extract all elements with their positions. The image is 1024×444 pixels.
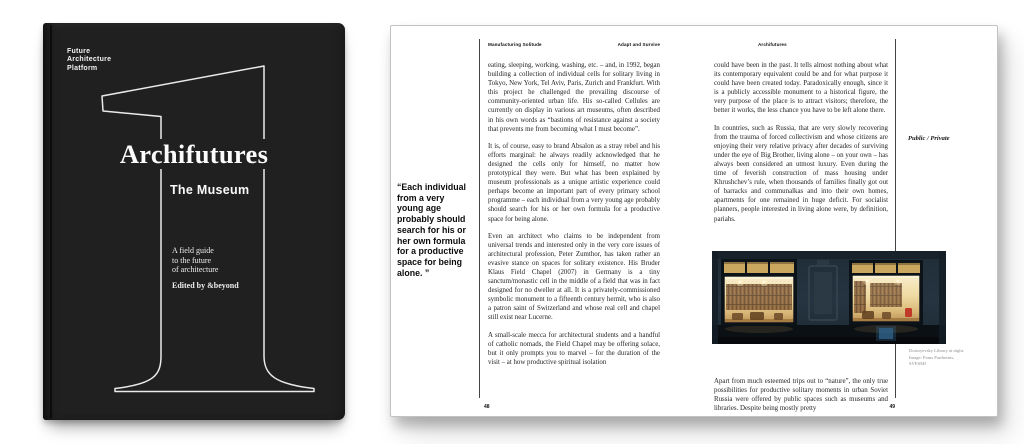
tagline-line: to the future xyxy=(172,255,212,265)
right-page-rule xyxy=(895,39,896,398)
publisher-line: Architecture xyxy=(67,56,112,64)
caption-line: Image: Frans Parthesius, xyxy=(909,354,955,360)
caption-line: Dostoyevsky Library at night. xyxy=(909,348,965,353)
book-editor-credit: Edited by &beyond xyxy=(172,281,239,290)
book-title: Archifutures xyxy=(115,139,273,169)
paragraph: could have been in the past. It tells almost nothing about what its contemporary equivalent could be and for what purpose it could have been created today. Paradoxically enough, since it is a publicly accessible monument to a historical figure, the very purpose of the place is to attract visitors; therefore, the better it works, the less chance you have to be left alone there. xyxy=(714,62,888,115)
running-head-article: Manufacturing Solitude xyxy=(488,42,542,47)
publisher-line: Platform xyxy=(67,64,98,72)
tagline-line: of architecture xyxy=(172,265,219,275)
paragraph: In countries, such as Russia, that are very slowly recovering from the trauma of forced collectivism and whose citizens are enjoying their very relative privacy after decades of surviving under the eye of Big Brother, living alone – on your own – has always been considered an utmost luxury. Even during the time of feverish construction of mass housing under Khrushchev’s rule, when thousands of families finally got out of barracks and communalkas and into their own homes, apartments for one remained in huge deficit. For socialist planners, people interested in living alone were, by definition, pariahs. xyxy=(714,124,888,223)
left-page-rule xyxy=(479,39,480,398)
paragraph: Apart from much esteemed trips out to “nature”, the only true possibilities for productive solitary moments in urban Soviet Russia were offered by public spaces such as museums and libraries. Despite being mostly pretty xyxy=(714,378,888,413)
running-head-section: Adapt and Survive xyxy=(617,42,660,47)
open-book-spread xyxy=(390,25,998,417)
left-running-heads xyxy=(488,42,660,47)
book-tagline xyxy=(172,246,218,275)
running-head-book-title: Archifutures xyxy=(758,42,787,47)
right-page-body-after-photo xyxy=(714,377,888,421)
left-page-body xyxy=(488,61,660,375)
book-cover xyxy=(43,23,345,420)
paragraph: eating, sleeping, working, washing, etc. – and, in 1992, began building a collection of individual cells for solitary living in Tokyo, New York, Tel Aviv, Paris, Zurich and Frankfurt. With this project he challenged the prevailing discourse of community-oriented urban life. His so-called Cellules are currently on display in various art museums, often described in his own words as “bastions of resistance against a society that prevents me from becoming what I must become”. xyxy=(488,62,660,133)
publisher-block xyxy=(67,48,111,73)
right-page-body xyxy=(714,61,888,232)
library-photo xyxy=(712,251,946,344)
right-page-number: 49 xyxy=(889,404,895,410)
pull-quote: “Each individual from a very young age probably should search for his or her own formula for a productive space for being alone. ” xyxy=(397,182,466,278)
tagline-line: A field guide xyxy=(172,246,214,255)
book-subtitle: The Museum xyxy=(170,183,250,197)
paragraph: A small-scale mecca for architectural students and a handful of catholic nomads, the Field Chapel may be offering solace, but it only prompts you to marvel – for the duration of the visit – at how productive spiritual isolation xyxy=(488,331,660,366)
paragraph: Even an architect who claims to be independent from universal trends and interested only in the very core issues of architectural profession, Peter Zumthor, has taken rather an evasive stance on spaces for solitary existence. His Bruder Klaus Field Chapel (2007) in Germany is a tiny sanctum/monastic cell in the middle of a field that was in fact designed for no dweller at all. It is a privately-commissioned symbolic monument to a fifteenth century hermit, who is also a patron saint of Switzerland and whose real cell and chapel still exist near Lucerne. xyxy=(488,232,660,322)
publisher-line: Future xyxy=(67,48,91,55)
left-page-number: 48 xyxy=(484,404,490,410)
margin-note: Public / Private xyxy=(908,135,950,142)
photo-caption xyxy=(909,348,993,368)
numeral-1-outline-icon xyxy=(43,23,345,420)
library-photo-graphic xyxy=(712,251,946,344)
paragraph: It is, of course, easy to brand Absalon as a stray rebel and his efforts marginal: he always readily acknowledged that he designed the cells only for himself, no matter how prototypical they were. But what has been explained by museum professionals as a unique artistic experience could perhaps become an important part of every primary school programme – each individual from a very young age probably should search for his or her own formula for a productive space for being alone. xyxy=(488,142,660,223)
caption-line: SVESMI xyxy=(909,361,926,367)
